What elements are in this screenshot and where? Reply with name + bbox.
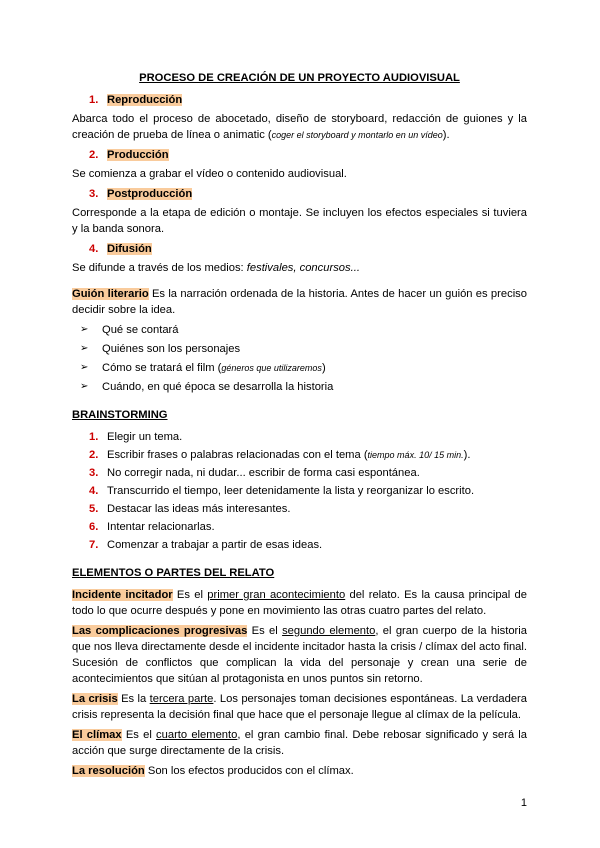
elemento-underline: primer gran acontecimiento [207, 589, 346, 601]
stage-text-part: Abarca todo el proceso de abocetado, diseño de storyboard, redacción de guiones y la creación de prueba de línea o animatic ( [72, 113, 527, 141]
bullet-text: Cuándo, en qué época se desarrolla la historia [102, 381, 334, 393]
bullet-text: ) [321, 362, 326, 374]
brainstorming-list [89, 429, 527, 553]
stage-heading-produccion [89, 147, 527, 163]
stage-text-produccion: Se comienza a grabar el vídeo o contenido audiovisual. [72, 168, 347, 180]
list-text: Intentar relacionarlas. [107, 521, 215, 533]
arrow-bullet-icon: ➢ [80, 324, 89, 335]
stage-text-part: Se difunde a través de los medios: [72, 262, 247, 274]
elemento-term: La resolución [72, 765, 145, 777]
list-item [89, 447, 527, 463]
stage-text-part: ). [442, 129, 450, 141]
elementos-title: ELEMENTOS O PARTES DEL RELATO [72, 567, 275, 579]
elemento-text: Es el [247, 625, 283, 637]
guion-paragraph [72, 286, 527, 318]
list-text: Elegir un tema. [107, 431, 183, 443]
list-text-italic: tiempo máx. 10/ 15 min. [367, 450, 464, 460]
elemento-text: Es el [172, 589, 208, 601]
list-number: 7. [89, 539, 99, 551]
list-number: 4. [89, 485, 99, 497]
list-item [89, 519, 527, 535]
elemento-term: Incidente incitador [72, 589, 173, 601]
elemento-underline: cuarto elemento [156, 729, 238, 741]
arrow-bullet-icon: ➢ [80, 381, 89, 392]
list-text: No corregir nada, ni dudar... escribir de forma casi espontánea. [107, 467, 420, 479]
stage-number: 2. [89, 149, 99, 161]
list-text: ). [463, 449, 471, 461]
list-item [80, 322, 527, 338]
elemento-paragraph [72, 727, 527, 759]
elemento-term: El clímax [72, 729, 122, 741]
elemento-term: Las complicaciones progresivas [72, 625, 248, 637]
page-number: 1 [520, 797, 527, 809]
stage-number: 1. [89, 94, 99, 106]
list-item [89, 501, 527, 517]
list-item [80, 379, 527, 395]
list-item [80, 341, 527, 357]
list-text: Destacar las ideas más interesantes. [107, 503, 291, 515]
list-item [80, 360, 527, 376]
elemento-text: , el gran cambio final. Debe rebosar significado y será la acción que surge directamente de la crisis. [72, 729, 528, 757]
elemento-underline: tercera parte [149, 693, 214, 705]
elemento-text: Son los efectos producidos con el clímax. [144, 765, 354, 777]
arrow-bullet-icon: ➢ [80, 343, 89, 354]
stage-heading-difusion [89, 241, 527, 257]
stage-text-postproduccion: Corresponde a la etapa de edición o montaje. Se incluyen los efectos especiales si tuviera y la banda sonora. [72, 207, 527, 235]
document-title: PROCESO DE CREACIÓN DE UN PROYECTO AUDIOVISUAL [139, 72, 460, 84]
list-item [89, 537, 527, 553]
list-number: 3. [89, 467, 99, 479]
stage-heading-reproduccion [89, 92, 527, 108]
list-item [89, 483, 527, 499]
document-page [72, 70, 527, 783]
list-item [89, 465, 527, 481]
arrow-bullet-icon: ➢ [80, 362, 89, 373]
list-text: Transcurrido el tiempo, leer detenidamente la lista y reorganizar lo escrito. [107, 485, 475, 497]
elemento-text: Es el [121, 729, 157, 741]
stage-label: Reproducción [107, 94, 183, 106]
elemento-text: . Los personajes toman decisiones espontáneas. La verdadera crisis representa la decisión final que hace que el personaje llegue al clímax de la película. [72, 693, 528, 721]
elemento-paragraph [72, 623, 527, 687]
stage-text-italic: festivales, concursos... [246, 262, 360, 274]
elemento-paragraph [72, 763, 527, 779]
guion-bullet-list [80, 322, 527, 395]
elemento-text: del relato. Es la causa principal de todo lo que ocurre después y pone en movimiento las otras cuatro partes del relato. [72, 589, 527, 617]
list-text: Comenzar a trabajar a partir de esas ideas. [107, 539, 323, 551]
list-number: 2. [89, 449, 99, 461]
list-number: 5. [89, 503, 99, 515]
elemento-term: La crisis [72, 693, 118, 705]
list-number: 1. [89, 431, 99, 443]
elemento-text: , el gran cuerpo de la historia que nos lleva directamente desde el incidente incitador hasta la crisis / clímax del acto final. Sucesión de conflictos que complican la vida del personaje y crean una serie de acontecimientos que sitúan al protagonista en unos puntos sin retorno. [72, 625, 527, 685]
stage-text-italic: coger el storyboard y montarlo en un vídeo [271, 130, 443, 140]
stage-number: 3. [89, 188, 99, 200]
guion-text: Es la narración ordenada de la historia. Antes de hacer un guión es preciso decidir sobre la idea. [72, 288, 527, 316]
guion-term: Guión literario [72, 288, 149, 300]
stage-text-difusion [72, 260, 527, 276]
bullet-text: Cómo se tratará el film ( [102, 362, 222, 374]
brainstorming-title: BRAINSTORMING [72, 409, 168, 421]
stage-heading-postproduccion [89, 186, 527, 202]
elemento-paragraph [72, 691, 527, 723]
stage-label: Producción [107, 149, 169, 161]
stage-text-reproduccion [72, 111, 527, 143]
stage-number: 4. [89, 243, 99, 255]
list-text: Escribir frases o palabras relacionadas con el tema ( [107, 449, 368, 461]
bullet-text: Quiénes son los personajes [102, 343, 241, 355]
list-item [89, 429, 527, 445]
list-number: 6. [89, 521, 99, 533]
bullet-text-italic: géneros que utilizaremos [221, 363, 322, 373]
elemento-text: Es la [117, 693, 150, 705]
elemento-underline: segundo elemento [282, 625, 376, 637]
bullet-text: Qué se contará [102, 324, 179, 336]
stage-label: Difusión [107, 243, 152, 255]
elemento-paragraph [72, 587, 527, 619]
stage-label: Postproducción [107, 188, 193, 200]
